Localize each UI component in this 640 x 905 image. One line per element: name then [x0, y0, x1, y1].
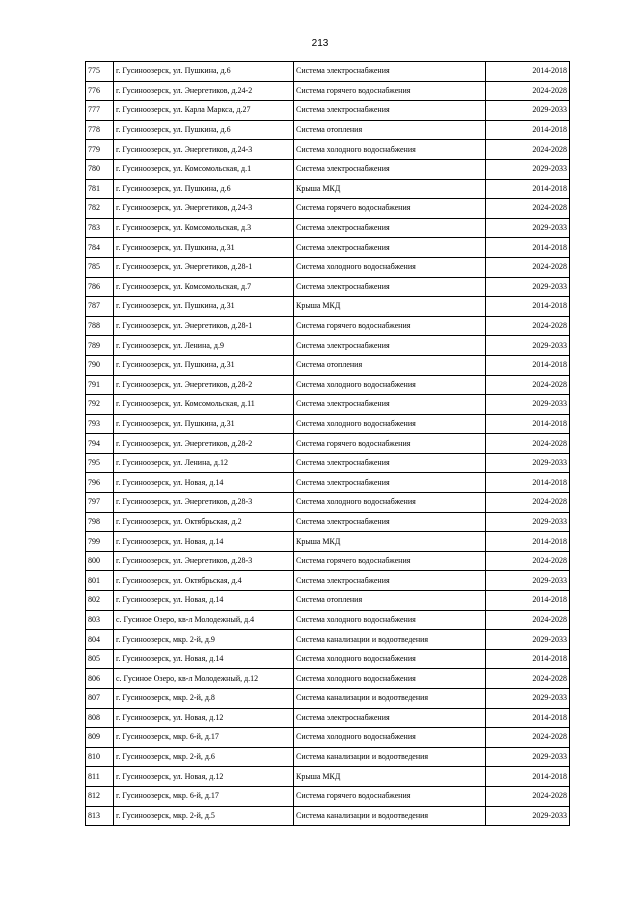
- registry-table: [85, 61, 570, 826]
- row-number-cell: 802: [86, 591, 114, 611]
- address-cell: г. Гусиноозерск, ул. Пушкина, д.31: [114, 297, 294, 317]
- system-cell: Система электроснабжения: [294, 708, 486, 728]
- period-cell: 2024-2028: [486, 316, 570, 336]
- system-cell: Система горячего водоснабжения: [294, 81, 486, 101]
- table-row: [86, 708, 570, 728]
- table-row: [86, 669, 570, 689]
- period-cell: 2014-2018: [486, 414, 570, 434]
- system-cell: Система холодного водоснабжения: [294, 669, 486, 689]
- row-number-cell: 807: [86, 689, 114, 709]
- table-row: [86, 199, 570, 219]
- period-cell: 2014-2018: [486, 179, 570, 199]
- address-cell: г. Гусиноозерск, ул. Пушкина, д.6: [114, 62, 294, 82]
- period-cell: 2029-2033: [486, 453, 570, 473]
- table-row: [86, 806, 570, 826]
- system-cell: Крыша МКД: [294, 297, 486, 317]
- row-number-cell: 794: [86, 434, 114, 454]
- table-row: [86, 747, 570, 767]
- row-number-cell: 787: [86, 297, 114, 317]
- period-cell: 2024-2028: [486, 728, 570, 748]
- system-cell: Система электроснабжения: [294, 571, 486, 591]
- address-cell: г. Гусиноозерск, ул. Энергетиков, д.28-3: [114, 551, 294, 571]
- row-number-cell: 801: [86, 571, 114, 591]
- table-row: [86, 786, 570, 806]
- period-cell: 2014-2018: [486, 62, 570, 82]
- system-cell: Система горячего водоснабжения: [294, 551, 486, 571]
- system-cell: Система отопления: [294, 120, 486, 140]
- period-cell: 2029-2033: [486, 630, 570, 650]
- period-cell: 2024-2028: [486, 81, 570, 101]
- row-number-cell: 810: [86, 747, 114, 767]
- system-cell: Крыша МКД: [294, 179, 486, 199]
- row-number-cell: 785: [86, 257, 114, 277]
- table-row: [86, 120, 570, 140]
- row-number-cell: 795: [86, 453, 114, 473]
- address-cell: г. Гусиноозерск, ул. Новая, д.14: [114, 649, 294, 669]
- table-row: [86, 473, 570, 493]
- address-cell: г. Гусиноозерск, мкр. 2-й, д.9: [114, 630, 294, 650]
- system-cell: Система отопления: [294, 355, 486, 375]
- period-cell: 2029-2033: [486, 747, 570, 767]
- row-number-cell: 778: [86, 120, 114, 140]
- page-number: 213: [311, 38, 329, 49]
- system-cell: Система канализации и водоотведения: [294, 630, 486, 650]
- system-cell: Система канализации и водоотведения: [294, 806, 486, 826]
- system-cell: Система горячего водоснабжения: [294, 199, 486, 219]
- address-cell: г. Гусиноозерск, мкр. 2-й, д.6: [114, 747, 294, 767]
- address-cell: г. Гусиноозерск, ул. Ленина, д.12: [114, 453, 294, 473]
- table-row: [86, 159, 570, 179]
- address-cell: г. Гусиноозерск, ул. Пушкина, д.6: [114, 120, 294, 140]
- system-cell: Крыша МКД: [294, 532, 486, 552]
- period-cell: 2029-2033: [486, 218, 570, 238]
- period-cell: 2014-2018: [486, 649, 570, 669]
- period-cell: 2029-2033: [486, 689, 570, 709]
- period-cell: 2029-2033: [486, 806, 570, 826]
- address-cell: г. Гусиноозерск, ул. Карла Маркса, д.27: [114, 101, 294, 121]
- period-cell: 2014-2018: [486, 238, 570, 258]
- address-cell: с. Гусиное Озеро, кв-л Молодежный, д.12: [114, 669, 294, 689]
- period-cell: 2024-2028: [486, 493, 570, 513]
- address-cell: г. Гусиноозерск, ул. Комсомольская, д.1: [114, 159, 294, 179]
- address-cell: г. Гусиноозерск, ул. Энергетиков, д.24-3: [114, 199, 294, 219]
- address-cell: г. Гусиноозерск, ул. Энергетиков, д.24-2: [114, 81, 294, 101]
- system-cell: Система холодного водоснабжения: [294, 610, 486, 630]
- row-number-cell: 788: [86, 316, 114, 336]
- period-cell: 2014-2018: [486, 473, 570, 493]
- row-number-cell: 796: [86, 473, 114, 493]
- address-cell: г. Гусиноозерск, мкр. 2-й, д.8: [114, 689, 294, 709]
- row-number-cell: 812: [86, 786, 114, 806]
- period-cell: 2029-2033: [486, 101, 570, 121]
- table-row: [86, 649, 570, 669]
- table-row: [86, 434, 570, 454]
- system-cell: Система электроснабжения: [294, 62, 486, 82]
- address-cell: г. Гусиноозерск, ул. Комсомольская, д.11: [114, 395, 294, 415]
- row-number-cell: 781: [86, 179, 114, 199]
- table-row: [86, 277, 570, 297]
- address-cell: г. Гусиноозерск, ул. Энергетиков, д.28-2: [114, 375, 294, 395]
- address-cell: г. Гусиноозерск, ул. Комсомольская, д.7: [114, 277, 294, 297]
- period-cell: 2024-2028: [486, 199, 570, 219]
- system-cell: Система канализации и водоотведения: [294, 747, 486, 767]
- system-cell: Система электроснабжения: [294, 277, 486, 297]
- address-cell: г. Гусиноозерск, мкр. 6-й, д.17: [114, 786, 294, 806]
- row-number-cell: 809: [86, 728, 114, 748]
- table-row: [86, 414, 570, 434]
- address-cell: г. Гусиноозерск, ул. Энергетиков, д.24-3: [114, 140, 294, 160]
- row-number-cell: 777: [86, 101, 114, 121]
- row-number-cell: 803: [86, 610, 114, 630]
- address-cell: г. Гусиноозерск, ул. Пушкина, д.31: [114, 355, 294, 375]
- period-cell: 2014-2018: [486, 532, 570, 552]
- system-cell: Система электроснабжения: [294, 101, 486, 121]
- system-cell: Система холодного водоснабжения: [294, 140, 486, 160]
- period-cell: 2024-2028: [486, 140, 570, 160]
- address-cell: г. Гусиноозерск, ул. Пушкина, д.6: [114, 179, 294, 199]
- period-cell: 2029-2033: [486, 336, 570, 356]
- address-cell: г. Гусиноозерск, ул. Энергетиков, д.28-2: [114, 434, 294, 454]
- system-cell: Система холодного водоснабжения: [294, 375, 486, 395]
- system-cell: Система электроснабжения: [294, 512, 486, 532]
- address-cell: г. Гусиноозерск, ул. Пушкина, д.31: [114, 238, 294, 258]
- row-number-cell: 806: [86, 669, 114, 689]
- system-cell: Система электроснабжения: [294, 238, 486, 258]
- address-cell: г. Гусиноозерск, ул. Октябрьская, д.2: [114, 512, 294, 532]
- row-number-cell: 775: [86, 62, 114, 82]
- period-cell: 2029-2033: [486, 395, 570, 415]
- system-cell: Система холодного водоснабжения: [294, 728, 486, 748]
- system-cell: Система электроснабжения: [294, 453, 486, 473]
- table-row: [86, 257, 570, 277]
- address-cell: г. Гусиноозерск, ул. Ленина, д.9: [114, 336, 294, 356]
- system-cell: Крыша МКД: [294, 767, 486, 787]
- row-number-cell: 780: [86, 159, 114, 179]
- row-number-cell: 792: [86, 395, 114, 415]
- table-row: [86, 571, 570, 591]
- address-cell: г. Гусиноозерск, ул. Новая, д.12: [114, 708, 294, 728]
- system-cell: Система электроснабжения: [294, 473, 486, 493]
- table-row: [86, 140, 570, 160]
- table-row: [86, 297, 570, 317]
- row-number-cell: 813: [86, 806, 114, 826]
- system-cell: Система холодного водоснабжения: [294, 493, 486, 513]
- system-cell: Система канализации и водоотведения: [294, 689, 486, 709]
- system-cell: Система горячего водоснабжения: [294, 786, 486, 806]
- period-cell: 2024-2028: [486, 610, 570, 630]
- table-row: [86, 630, 570, 650]
- row-number-cell: 808: [86, 708, 114, 728]
- address-cell: г. Гусиноозерск, ул. Новая, д.12: [114, 767, 294, 787]
- system-cell: Система холодного водоснабжения: [294, 414, 486, 434]
- address-cell: г. Гусиноозерск, ул. Пушкина, д.31: [114, 414, 294, 434]
- row-number-cell: 791: [86, 375, 114, 395]
- address-cell: г. Гусиноозерск, мкр. 2-й, д.5: [114, 806, 294, 826]
- address-cell: г. Гусиноозерск, ул. Энергетиков, д.28-1: [114, 257, 294, 277]
- system-cell: Система электроснабжения: [294, 159, 486, 179]
- address-cell: г. Гусиноозерск, ул. Октябрьская, д.4: [114, 571, 294, 591]
- table-row: [86, 355, 570, 375]
- system-cell: Система электроснабжения: [294, 336, 486, 356]
- address-cell: г. Гусиноозерск, ул. Новая, д.14: [114, 473, 294, 493]
- table-row: [86, 532, 570, 552]
- row-number-cell: 779: [86, 140, 114, 160]
- registry-table-body: [86, 62, 570, 826]
- address-cell: г. Гусиноозерск, ул. Энергетиков, д.28-3: [114, 493, 294, 513]
- table-row: [86, 689, 570, 709]
- table-row: [86, 395, 570, 415]
- row-number-cell: 776: [86, 81, 114, 101]
- row-number-cell: 793: [86, 414, 114, 434]
- period-cell: 2014-2018: [486, 708, 570, 728]
- system-cell: Система отопления: [294, 591, 486, 611]
- table-row: [86, 179, 570, 199]
- period-cell: 2014-2018: [486, 120, 570, 140]
- row-number-cell: 799: [86, 532, 114, 552]
- row-number-cell: 782: [86, 199, 114, 219]
- table-row: [86, 101, 570, 121]
- table-row: [86, 551, 570, 571]
- period-cell: 2014-2018: [486, 767, 570, 787]
- address-cell: г. Гусиноозерск, ул. Новая, д.14: [114, 532, 294, 552]
- period-cell: 2024-2028: [486, 669, 570, 689]
- row-number-cell: 805: [86, 649, 114, 669]
- table-row: [86, 336, 570, 356]
- table-row: [86, 81, 570, 101]
- period-cell: 2024-2028: [486, 375, 570, 395]
- address-cell: г. Гусиноозерск, ул. Новая, д.14: [114, 591, 294, 611]
- period-cell: 2014-2018: [486, 355, 570, 375]
- table-row: [86, 453, 570, 473]
- row-number-cell: 798: [86, 512, 114, 532]
- table-row: [86, 62, 570, 82]
- period-cell: 2029-2033: [486, 512, 570, 532]
- system-cell: Система холодного водоснабжения: [294, 649, 486, 669]
- period-cell: 2029-2033: [486, 159, 570, 179]
- system-cell: Система холодного водоснабжения: [294, 257, 486, 277]
- period-cell: 2024-2028: [486, 786, 570, 806]
- period-cell: 2024-2028: [486, 434, 570, 454]
- table-row: [86, 493, 570, 513]
- row-number-cell: 811: [86, 767, 114, 787]
- period-cell: 2029-2033: [486, 277, 570, 297]
- period-cell: 2014-2018: [486, 297, 570, 317]
- table-row: [86, 591, 570, 611]
- system-cell: Система горячего водоснабжения: [294, 316, 486, 336]
- system-cell: Система электроснабжения: [294, 395, 486, 415]
- row-number-cell: 786: [86, 277, 114, 297]
- table-row: [86, 728, 570, 748]
- address-cell: г. Гусиноозерск, ул. Комсомольская, д.3: [114, 218, 294, 238]
- period-cell: 2014-2018: [486, 591, 570, 611]
- address-cell: г. Гусиноозерск, ул. Энергетиков, д.28-1: [114, 316, 294, 336]
- period-cell: 2024-2028: [486, 257, 570, 277]
- row-number-cell: 804: [86, 630, 114, 650]
- row-number-cell: 784: [86, 238, 114, 258]
- row-number-cell: 789: [86, 336, 114, 356]
- row-number-cell: 790: [86, 355, 114, 375]
- period-cell: 2029-2033: [486, 571, 570, 591]
- address-cell: г. Гусиноозерск, мкр. 6-й, д.17: [114, 728, 294, 748]
- row-number-cell: 797: [86, 493, 114, 513]
- row-number-cell: 800: [86, 551, 114, 571]
- period-cell: 2024-2028: [486, 551, 570, 571]
- table-row: [86, 375, 570, 395]
- address-cell: с. Гусиное Озеро, кв-л Молодежный, д.4: [114, 610, 294, 630]
- system-cell: Система горячего водоснабжения: [294, 434, 486, 454]
- system-cell: Система электроснабжения: [294, 218, 486, 238]
- table-row: [86, 238, 570, 258]
- row-number-cell: 783: [86, 218, 114, 238]
- table-row: [86, 512, 570, 532]
- table-row: [86, 316, 570, 336]
- table-row: [86, 218, 570, 238]
- table-row: [86, 610, 570, 630]
- table-row: [86, 767, 570, 787]
